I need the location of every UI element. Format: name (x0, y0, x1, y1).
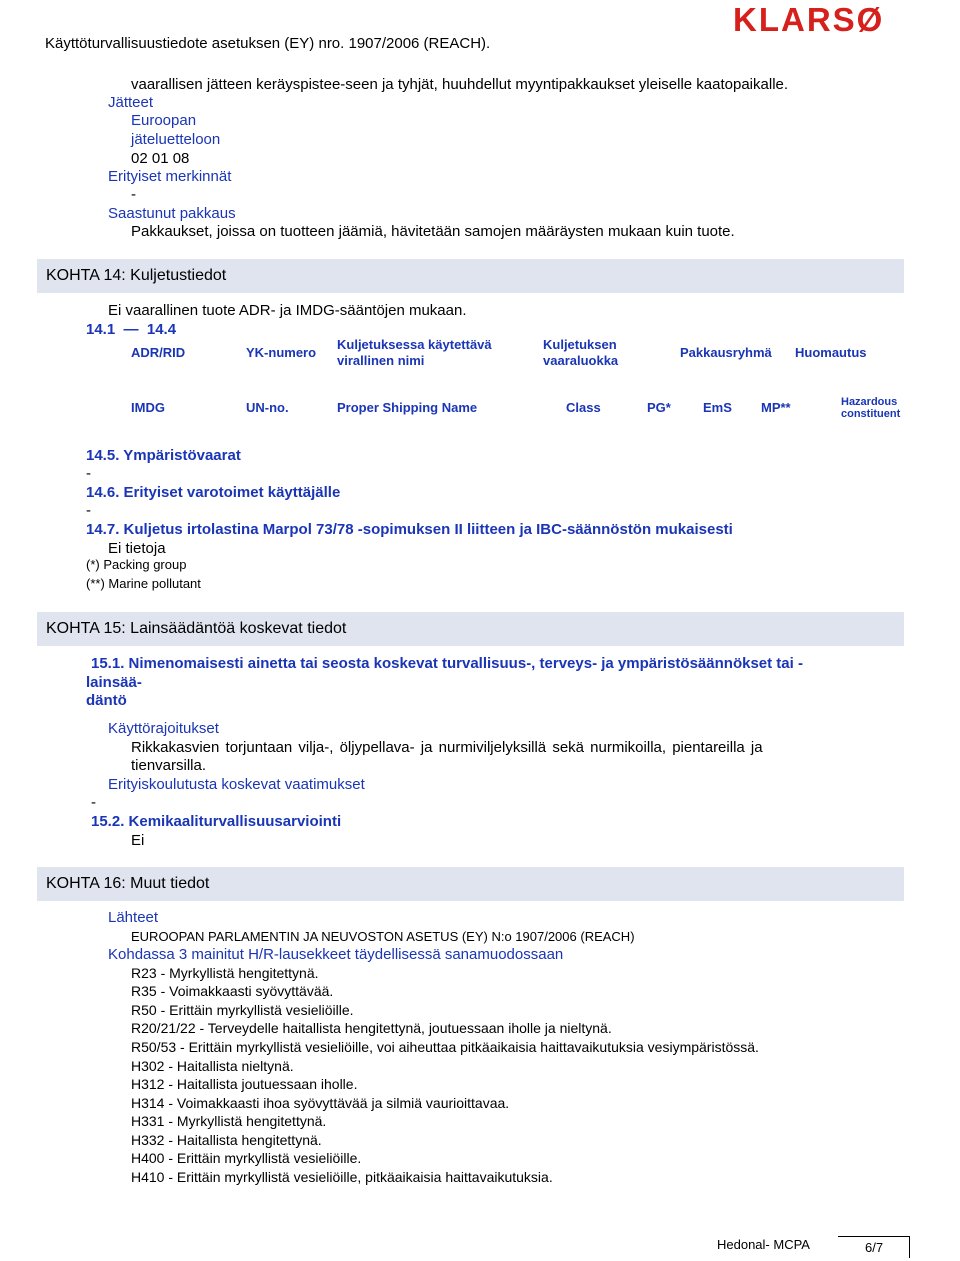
imdg-col-imdg: IMDG (131, 400, 165, 415)
adr-col-pg: Pakkausryhmä (680, 345, 772, 360)
subsection-15-1-title-line1: 15.1. Nimenomaisesti ainetta tai seosta koskevat turvallisuus-, terveys- ja ympäristösäännökset tai - (91, 655, 803, 672)
restrictions-label: Käyttörajoitukset (108, 720, 219, 737)
not-dangerous-statement: Ei vaarallinen tuote ADR- ja IMDG-sääntöjen mukaan. (108, 302, 467, 319)
page-number-box (838, 1236, 910, 1258)
sources-text: EUROOPAN PARLAMENTIN JA NEUVOSTON ASETUS (EY) N:o 1907/2006 (REACH) (131, 929, 635, 944)
sources-label: Lähteet (108, 909, 159, 926)
eu-label-line2: jäteluetteloon (131, 131, 221, 148)
footer-product-name: Hedonal- MCPA (717, 1237, 810, 1252)
special-markings-value: - (131, 186, 136, 203)
contaminated-package-label: Saastunut pakkaus (108, 205, 236, 222)
page-number: 6/7 (865, 1240, 884, 1255)
section-15-title: KOHTA 15: Lainsäädäntöä koskevat tiedot (46, 620, 347, 637)
subsection-14-6-value: - (86, 502, 91, 519)
footnote-marine-pollutant: (**) Marine pollutant (86, 576, 201, 591)
imdg-col-hazard-line1: Hazardous (841, 396, 898, 408)
imdg-col-class: Class (566, 400, 601, 415)
phrase-item: H314 - Voimakkaasti ihoa syövyttävää ja silmiä vaurioittavaa. (131, 1095, 510, 1111)
section-16-header (37, 867, 904, 901)
document-header-title: Käyttöturvallisuustiedote asetuksen (EY) nro. 1907/2006 (REACH). (45, 35, 491, 52)
section-14-title: KOHTA 14: Kuljetustiedot (46, 267, 227, 284)
adr-col-name-line2: virallinen nimi (337, 353, 425, 368)
waste-label: Jätteet (108, 94, 154, 111)
subsection-15-2-value: Ei (131, 832, 145, 849)
phrase-item: H410 - Erittäin myrkyllistä vesieliöille, pitkäaikaisia haittavaikutuksia. (131, 1169, 553, 1185)
imdg-col-psn: Proper Shipping Name (337, 400, 478, 415)
phrase-item: R35 - Voimakkaasti syövyttävää. (131, 983, 334, 999)
training-label: Erityiskoulutusta koskevat vaatimukset (108, 776, 365, 793)
eu-label-line1: Euroopan (131, 112, 197, 129)
subsection-14-7-value: Ei tietoja (108, 540, 166, 557)
subsection-14-6-title: 14.6. Erityiset varotoimet käyttäjälle (86, 484, 341, 501)
subsection-15-2-title: 15.2. Kemikaaliturvallisuusarviointi (91, 813, 342, 830)
imdg-col-pg: PG* (647, 400, 671, 415)
adr-col-class-line1: Kuljetuksen (543, 337, 617, 352)
phrase-item: H400 - Erittäin myrkyllistä vesieliöille. (131, 1150, 362, 1166)
adr-col-name-line1: Kuljetuksessa käytettävä (337, 337, 492, 352)
waste-text: vaarallisen jätteen keräyspistee-seen ja tyhjät, huuhdellut myyntipakkaukset yleiselle kaatopaikalle. (131, 76, 789, 93)
subsection-14-5-title: 14.5. Ympäristövaarat (86, 447, 241, 464)
subsection-15-1-title-line3: däntö (86, 692, 127, 709)
section-15-header (37, 612, 904, 646)
footnote-packing-group: (*) Packing group (86, 557, 187, 572)
adr-col-class-line2: vaaraluokka (543, 353, 619, 368)
imdg-col-hazard-line2: constituent (841, 408, 901, 420)
phrase-item: R20/21/22 - Terveydelle haitallista hengitettynä, joutuessaan iholle ja nieltynä. (131, 1020, 612, 1036)
adr-col-un: YK-numero (246, 345, 317, 360)
restrictions-text-line2: tienvarsilla. (131, 757, 207, 774)
phrase-item: R50/53 - Erittäin myrkyllistä vesieliöille, voi aiheuttaa pitkäaikaisia haittavaikutuksia vesiympäristössä. (131, 1039, 759, 1055)
subsection-15-1-title-line2: lainsää- (86, 674, 142, 691)
adr-col-remark: Huomautus (795, 345, 867, 360)
phrases-label: Kohdassa 3 mainitut H/R-lausekkeet täydellisessä sanamuodossaan (108, 946, 564, 963)
special-markings-label: Erityiset merkinnät (108, 168, 232, 185)
phrase-item: H332 - Haitallista hengitettynä. (131, 1132, 322, 1148)
section-14-range: 14.1 — 14.4 (86, 321, 177, 338)
subsection-14-5-value: - (86, 465, 91, 482)
training-value: - (91, 794, 96, 811)
imdg-col-mp: MP** (761, 400, 791, 415)
phrase-item: H312 - Haitallista joutuessaan iholle. (131, 1076, 358, 1092)
adr-col-adr: ADR/RID (131, 345, 186, 360)
contaminated-package-text: Pakkaukset, joissa on tuotteen jäämiä, hävitetään samojen määräysten mukaan kuin tuote. (131, 223, 735, 240)
section-14-header (37, 259, 904, 293)
phrase-item: R23 - Myrkyllistä hengitettynä. (131, 965, 319, 981)
eu-waste-code: 02 01 08 (131, 150, 190, 167)
imdg-col-ems: EmS (703, 400, 732, 415)
logo-text: KLARSØ (733, 3, 885, 37)
section-16-title: KOHTA 16: Muut tiedot (46, 875, 210, 892)
imdg-col-un: UN-no. (246, 400, 289, 415)
klarso-logo (733, 3, 928, 37)
phrase-item: R50 - Erittäin myrkyllistä vesieliöille. (131, 1002, 354, 1018)
restrictions-text-line1: Rikkakasvien torjuntaan vilja-, öljypellava- ja nurmiviljelyksillä sekä nurmikoilla, pientareilla ja (131, 739, 763, 756)
phrase-item: H302 - Haitallista nieltynä. (131, 1058, 294, 1074)
subsection-14-7-title: 14.7. Kuljetus irtolastina Marpol 73/78 -sopimuksen II liitteen ja IBC-säännöstön mukaisesti (86, 521, 733, 538)
phrase-item: H331 - Myrkyllistä hengitettynä. (131, 1113, 327, 1129)
